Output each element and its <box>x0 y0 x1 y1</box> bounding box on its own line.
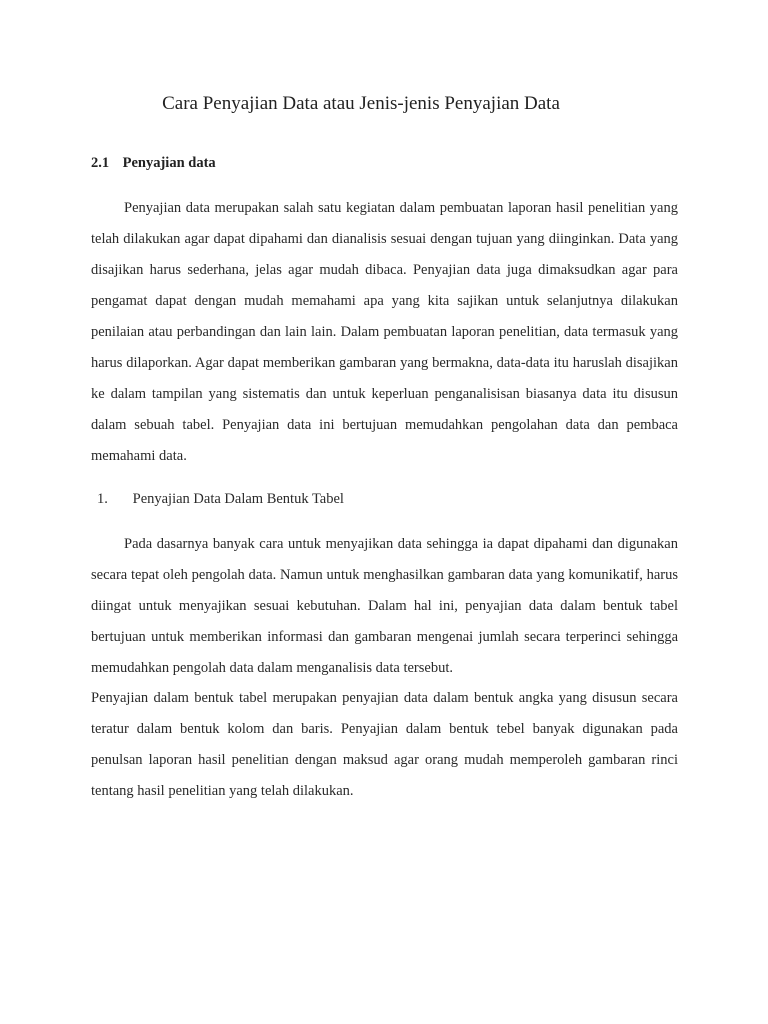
section-heading <box>91 153 216 173</box>
paragraph-table-definition: Penyajian dalam bentuk tabel merupakan penyajian data dalam bentuk angka yang disusun secara teratur dalam bentuk kolom dan baris. Penyajian dalam bentuk tebel banyak digunakan pada penulsan laporan hasil penelitian dengan maksud agar orang mudah memperoleh gambaran rinci tentang hasil penelitian yang telah dilakukan. <box>91 690 678 799</box>
document-title: Cara Penyajian Data atau Jenis-jenis Penyajian Data <box>162 93 560 114</box>
list-item <box>97 487 344 511</box>
section-heading-text: Penyajian data <box>122 155 216 171</box>
section-number: 2.1 <box>91 155 110 171</box>
list-item-number: 1. <box>97 491 108 507</box>
list-item-text: Penyajian Data Dalam Bentuk Tabel <box>132 491 344 507</box>
paragraph-table-purpose: Pada dasarnya banyak cara untuk menyajikan data sehingga ia dapat dipahami dan digunakan secara tepat oleh pengolah data. Namun untuk menghasilkan gambaran data yang komunikatif, harus diingat untuk menyajikan sesuai kebutuhan. Dalam hal ini, penyajian data dalam bentuk tabel bertujuan untuk memberikan informasi dan gambaran mengenai jumlah secara terperinci sehingga memudahkan pengolah data dalam menganalisis data tersebut. <box>91 536 678 676</box>
paragraph-intro: Penyajian data merupakan salah satu kegiatan dalam pembuatan laporan hasil penelitian yang telah dilakukan agar dapat dipahami dan dianalisis sesuai dengan tujuan yang diinginkan. Data yang disajikan harus sederhana, jelas agar mudah dibaca. Penyajian data juga dimaksudkan agar para pengamat dapat dengan mudah memahami apa yang kita sajikan untuk selanjutnya dilakukan penilaian atau perbandingan dan lain lain. Dalam pembuatan laporan penelitian, data termasuk yang harus dilaporkan. Agar dapat memberikan gambaran yang bermakna, data-data itu haruslah disajikan ke dalam tampilan yang sistematis dan untuk keperluan penganalisisan biasanya data itu disusun dalam sebuah tabel. Penyajian data ini bertujuan memudahkan pengolahan data dan pembaca memahami data. <box>91 200 678 464</box>
